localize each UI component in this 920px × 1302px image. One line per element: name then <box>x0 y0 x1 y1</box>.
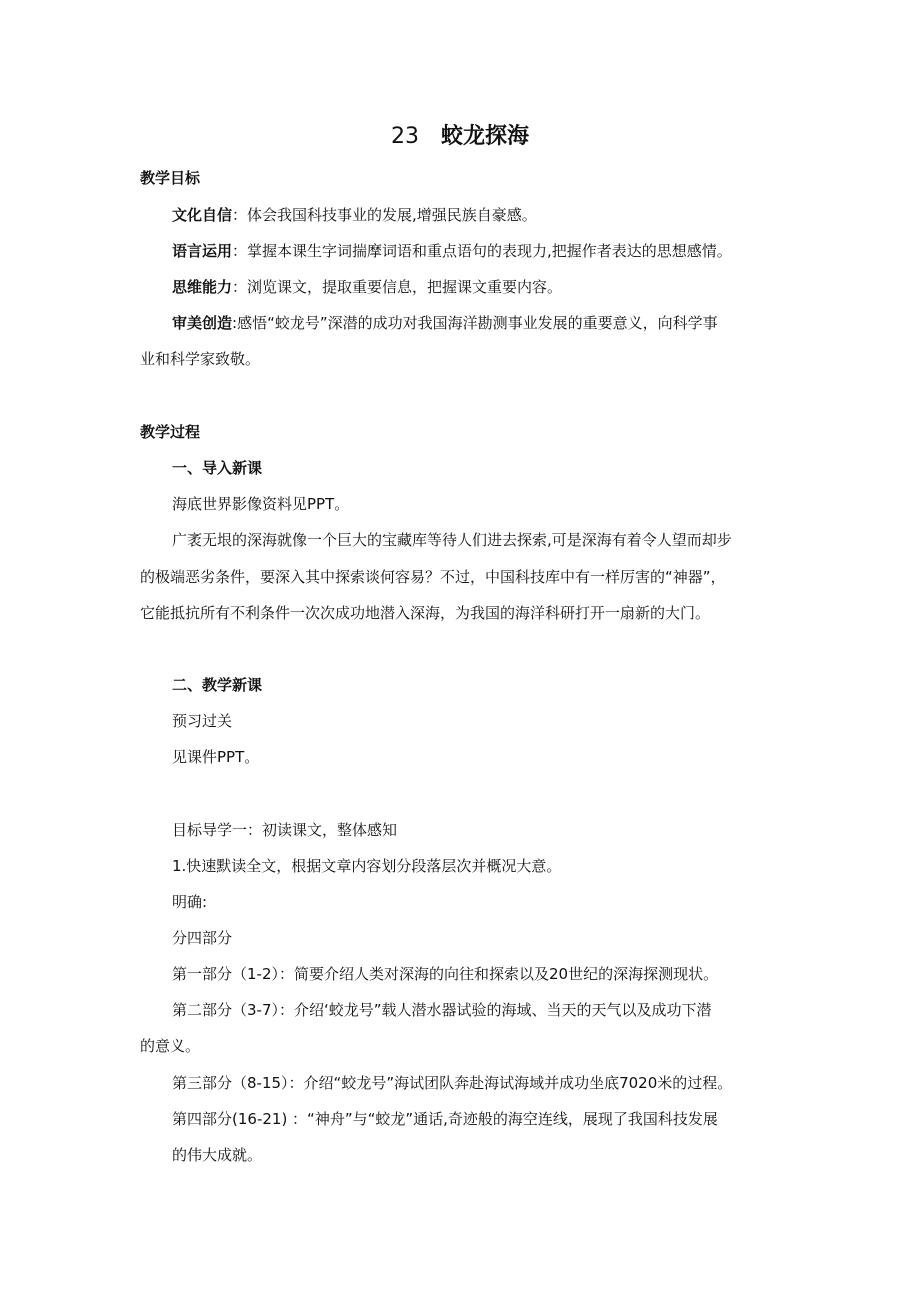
objective-item <box>172 313 718 333</box>
objective-text: :感悟“蛟龙号”深潜的成功对我国海洋勘测事业发展的重要意义，向科学事 <box>232 314 718 332</box>
question-1: 1.快速默读全文，根据文章内容划分段落层次并概况大意。 <box>172 857 562 875</box>
title-text: 蛟龙探海 <box>440 124 529 149</box>
objective-text: ：掌握本课生字词揣摩词语和重点语句的表现力,把握作者表达的思想感情。 <box>232 242 732 260</box>
clarify-label: 明确: <box>172 893 208 911</box>
preview-text: 见课件PPT。 <box>172 748 260 766</box>
process-heading: 教学过程 <box>140 423 201 441</box>
objective-text-continued: 业和科学家致敬。 <box>140 350 261 368</box>
part-line: 第二部分（3-7）：介绍‘蛟龙号”载人潜水器试验的海域、当天的天气以及成功下潜 <box>172 1001 712 1019</box>
part-line-continued: 的意义。 <box>140 1037 201 1055</box>
objective-label: 审美创造 <box>172 314 233 332</box>
part-line: 第三部分（8-15）：介绍“蛟龙号”海试团队奔赴海试海域并成功坐底7020米的过程。 <box>172 1074 733 1092</box>
section1-paragraph-line: 它能抵抗所有不利条件一次次成功地潜入深海，为我国的海洋科研打开一扇新的大门。 <box>140 604 711 622</box>
section1-paragraph-line: 广袤无垠的深海就像一个巨大的宝藏库等待人们进去探索,可是深海有着令人望而却步 <box>172 531 732 549</box>
objective-item <box>172 241 732 261</box>
objective-item <box>172 277 562 297</box>
preview-heading: 预习过关 <box>172 712 233 730</box>
part-line-continued: 的伟大成就。 <box>172 1146 263 1164</box>
objective-label: 思维能力 <box>172 278 233 296</box>
objective-label: 文化自信 <box>172 206 233 224</box>
section1-paragraph: 海底世界影像资料见PPT。 <box>172 495 350 513</box>
title-number: 23 <box>390 124 419 149</box>
part-line: 第四部分(16-21) ：“神舟”与“蛟龙”通话,奇迹般的海空连线，展现了我国科技发展 <box>172 1110 718 1128</box>
section1-heading: 一、导入新课 <box>172 459 263 477</box>
objective-text: ：浏览课文，提取重要信息，把握课文重要内容。 <box>232 278 563 296</box>
page-title <box>0 122 920 152</box>
section2-heading: 二、教学新课 <box>172 676 263 694</box>
section1-paragraph-line: 的极端恶劣条件，要深入其中探索谈何容易？不过，中国科技库中有一样厉害的“神器”， <box>140 568 726 586</box>
objective-item <box>172 205 537 225</box>
objective-label: 语言运用 <box>172 242 233 260</box>
parts-intro: 分四部分 <box>172 929 233 947</box>
objective-text: ：体会我国科技事业的发展,增强民族自豪感。 <box>232 206 537 224</box>
objectives-heading: 教学目标 <box>140 169 201 187</box>
goal1-heading: 目标导学一：初读课文，整体感知 <box>172 821 398 839</box>
part-line: 第一部分（1-2）：简要介绍人类对深海的向往和探索以及20世纪的深海探测现状。 <box>172 965 719 983</box>
